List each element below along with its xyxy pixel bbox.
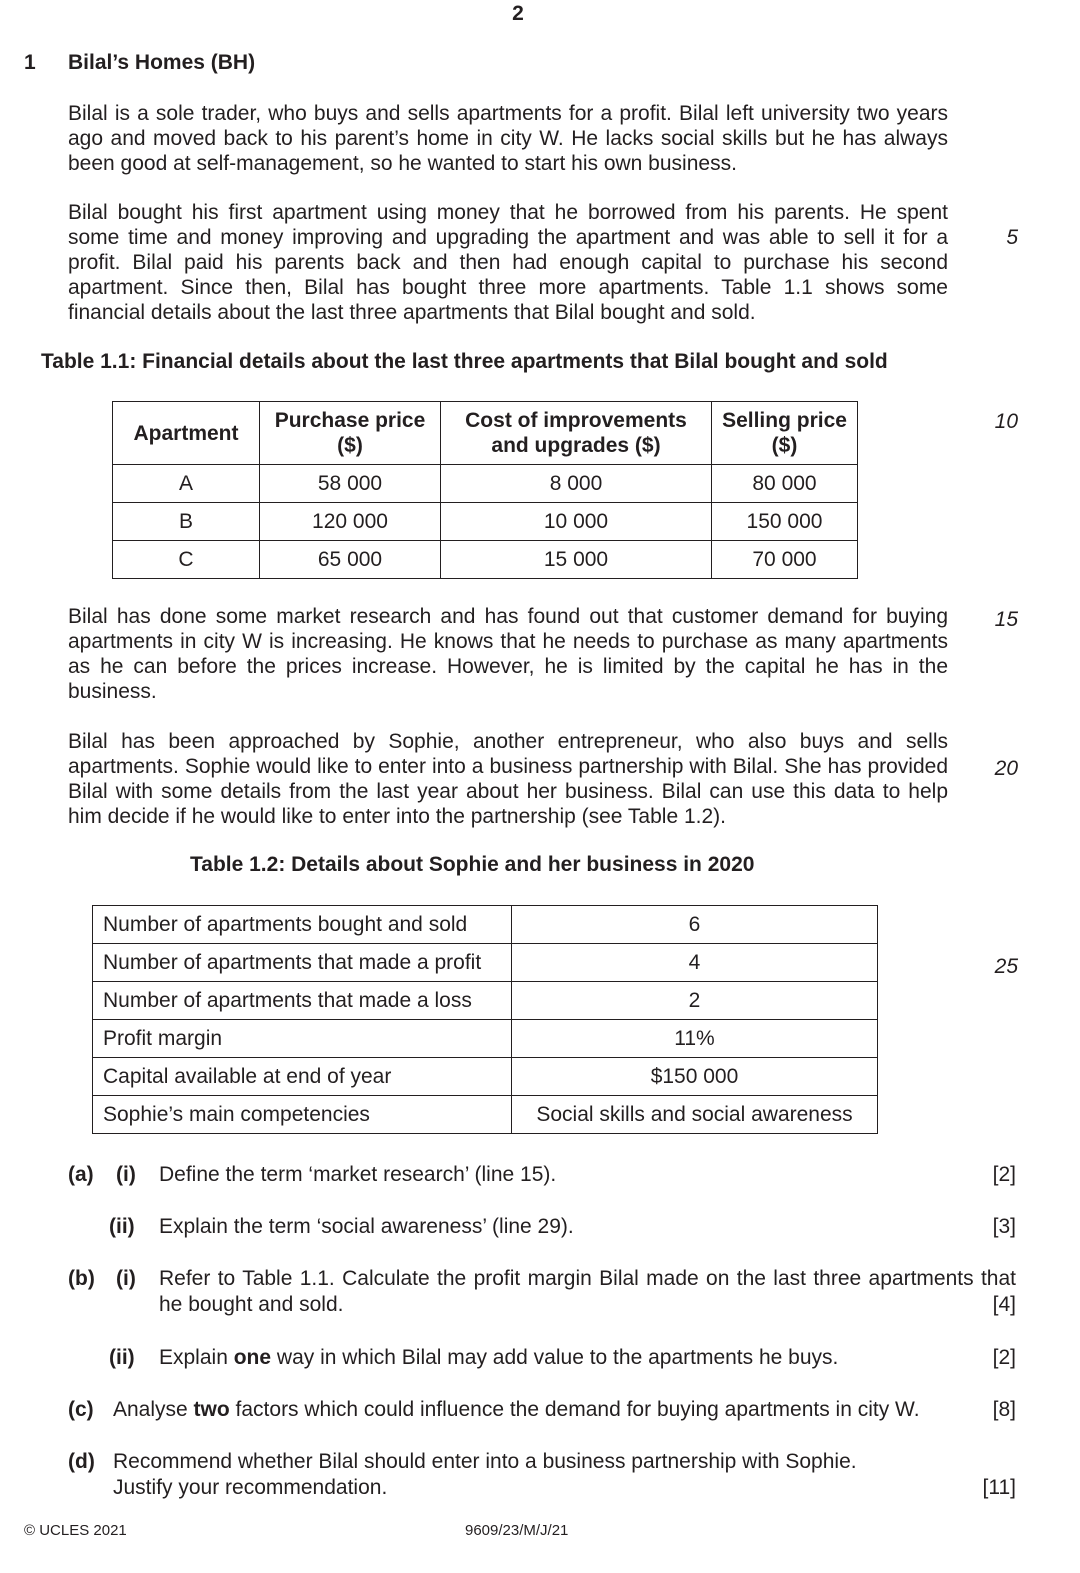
table-row bbox=[93, 1058, 878, 1096]
question-part-label: (d) bbox=[68, 1450, 95, 1473]
table-1-header-row bbox=[113, 402, 858, 465]
table-cell-value: $150 000 bbox=[512, 1058, 878, 1096]
question-part-label: (b) bbox=[68, 1267, 95, 1290]
table-2-sophie-details bbox=[92, 905, 878, 1134]
line-number-20: 20 bbox=[994, 757, 1018, 780]
paragraph-1-text: Bilal is a sole trader, who buys and sells apartments for a profit. Bilal left university two years ago and moved back to his parent’s home in city W. He lacks social skills but he has always been good at self-management, so he wanted to start his own business. bbox=[68, 102, 948, 175]
table-cell: 15 000 bbox=[441, 541, 712, 579]
table-cell-value: 4 bbox=[512, 944, 878, 982]
table-cell: 150 000 bbox=[712, 503, 858, 541]
line-number-15: 15 bbox=[994, 608, 1018, 631]
question-part-label: (c) bbox=[68, 1398, 94, 1421]
table-cell: 65 000 bbox=[260, 541, 441, 579]
table-cell: 58 000 bbox=[260, 465, 441, 503]
table-cell-value: Social skills and social awareness bbox=[512, 1096, 878, 1134]
question-marks: [11] bbox=[982, 1476, 1016, 1499]
question-subpart-label: (i) bbox=[116, 1163, 136, 1186]
table-row bbox=[93, 1020, 878, 1058]
table-1-header: Purchase price ($) bbox=[260, 402, 441, 465]
question-marks: [8] bbox=[992, 1398, 1016, 1421]
table-cell-label: Capital available at end of year bbox=[93, 1058, 512, 1096]
paragraph-4 bbox=[68, 729, 948, 829]
page-number: 2 bbox=[512, 2, 524, 25]
table-row bbox=[113, 503, 858, 541]
paragraph-3 bbox=[68, 604, 948, 704]
line-number-25: 25 bbox=[994, 955, 1018, 978]
question-subpart-label: (ii) bbox=[109, 1215, 135, 1238]
table-row bbox=[113, 541, 858, 579]
table-1-caption: Table 1.1: Financial details about the last three apartments that Bilal bought and sold bbox=[41, 350, 888, 373]
question-marks: [2] bbox=[992, 1346, 1016, 1369]
table-cell: 80 000 bbox=[712, 465, 858, 503]
table-cell-label: Sophie’s main competencies bbox=[93, 1096, 512, 1134]
question-text-emphasis: two bbox=[193, 1398, 230, 1421]
paragraph-3-text: Bilal has done some market research and has found out that customer demand for buying apartments in city W is increasing. He knows that he needs to purchase as many apartments as he can before the prices increase. However, he is limited by the capital he has in the business. bbox=[68, 605, 948, 703]
paragraph-2-text: Bilal bought his first apartment using money that he borrowed from his parents. He spent some time and money improving and upgrading the apartment and was able to sell it for a profit. Bilal paid his parents back and then had enough capital to purchase his second apartment. Since then, Bilal has bought three more apartments. Table 1.1 shows some financial details about the last three apartments that Bilal bought and sold. bbox=[68, 201, 948, 324]
table-row bbox=[113, 465, 858, 503]
question-marks: [2] bbox=[992, 1163, 1016, 1186]
question-b-i bbox=[68, 1266, 1016, 1318]
table-cell: 70 000 bbox=[712, 541, 858, 579]
table-cell: C bbox=[113, 541, 260, 579]
question-text: Refer to Table 1.1. Calculate the profit margin Bilal made on the last three apartments that he bought and sold. bbox=[159, 1267, 1016, 1316]
question-b-ii bbox=[68, 1345, 1016, 1371]
question-text bbox=[159, 1345, 838, 1371]
table-cell: A bbox=[113, 465, 260, 503]
question-text-end: way in which Bilal may add value to the apartments he buys. bbox=[271, 1346, 839, 1369]
question-c bbox=[68, 1397, 1016, 1423]
question-text-line-2: Justify your recommendation. bbox=[113, 1476, 388, 1499]
line-number-5: 5 bbox=[1006, 226, 1018, 249]
table-row bbox=[93, 982, 878, 1020]
table-1-header: Apartment bbox=[113, 402, 260, 465]
question-a-i bbox=[68, 1162, 1016, 1188]
question-text-line-1: Recommend whether Bilal should enter into a business partnership with Sophie. bbox=[113, 1450, 857, 1473]
question-text-emphasis: one bbox=[233, 1346, 272, 1369]
table-cell: 10 000 bbox=[441, 503, 712, 541]
question-marks: [3] bbox=[992, 1215, 1016, 1238]
footer-copyright: © UCLES 2021 bbox=[24, 1522, 127, 1539]
case-study-title: Bilal’s Homes (BH) bbox=[68, 51, 256, 74]
table-1-header: Cost of improvements and upgrades ($) bbox=[441, 402, 712, 465]
question-text-start: Explain bbox=[159, 1346, 234, 1369]
footer-paper-code: 9609/23/M/J/21 bbox=[465, 1522, 569, 1539]
question-d bbox=[68, 1449, 1016, 1501]
question-marks: [4] bbox=[992, 1293, 1016, 1316]
table-2-caption: Table 1.2: Details about Sophie and her business in 2020 bbox=[190, 853, 755, 876]
question-text: Define the term ‘market research’ (line 15). bbox=[159, 1163, 557, 1186]
question-subpart-label: (ii) bbox=[109, 1346, 135, 1369]
question-subpart-label: (i) bbox=[116, 1267, 136, 1290]
paragraph-2 bbox=[68, 200, 948, 325]
table-cell-label: Number of apartments that made a loss bbox=[93, 982, 512, 1020]
table-cell-value: 11% bbox=[512, 1020, 878, 1058]
table-cell-label: Number of apartments bought and sold bbox=[93, 906, 512, 944]
table-row bbox=[93, 944, 878, 982]
question-text: Explain the term ‘social awareness’ (line 29). bbox=[159, 1215, 574, 1238]
paragraph-1 bbox=[68, 101, 948, 176]
question-number: 1 bbox=[24, 51, 36, 74]
question-text-end: factors which could influence the demand for buying apartments in city W. bbox=[229, 1398, 920, 1421]
table-cell: 120 000 bbox=[260, 503, 441, 541]
table-1-apartments bbox=[112, 401, 858, 579]
question-text bbox=[113, 1397, 920, 1423]
table-1-header: Selling price ($) bbox=[712, 402, 858, 465]
question-part-label: (a) bbox=[68, 1163, 94, 1186]
table-cell-label: Profit margin bbox=[93, 1020, 512, 1058]
table-cell-label: Number of apartments that made a profit bbox=[93, 944, 512, 982]
table-cell-value: 2 bbox=[512, 982, 878, 1020]
line-number-10: 10 bbox=[994, 410, 1018, 433]
table-cell: 8 000 bbox=[441, 465, 712, 503]
question-a-ii bbox=[68, 1214, 1016, 1240]
table-row bbox=[93, 906, 878, 944]
table-cell-value: 6 bbox=[512, 906, 878, 944]
paragraph-4-text: Bilal has been approached by Sophie, another entrepreneur, who also buys and sells apartments. Sophie would like to enter into a business partnership with Bilal. She has provided Bilal with some details from the last year about her business. Bilal can use this data to help him decide if he would like to enter into the partnership (see Table 1.2). bbox=[68, 730, 948, 828]
table-row bbox=[93, 1096, 878, 1134]
question-text-start: Analyse bbox=[113, 1398, 194, 1421]
table-cell: B bbox=[113, 503, 260, 541]
